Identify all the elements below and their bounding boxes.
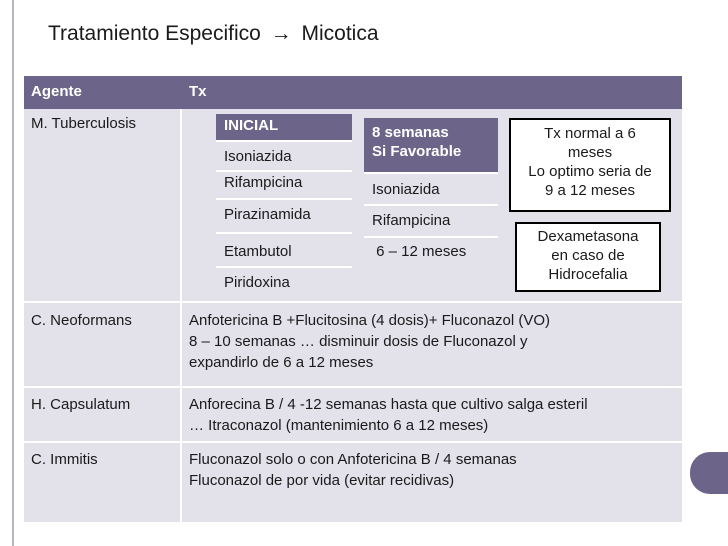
title-text: Tratamiento Especifico	[48, 22, 261, 45]
header-tx: Tx	[189, 83, 207, 100]
column-divider	[180, 109, 182, 522]
initial-drug-row: Isoniazida	[216, 140, 352, 170]
row-tx-immitis: Fluconazol solo o con Anfotericina B / 4 semanas Fluconazol de por vida (evitar recidivas)	[189, 451, 517, 489]
continuation-drug-row: Isoniazida	[364, 172, 498, 204]
continuation-phase-header: 8 semanas Si Favorable	[364, 118, 498, 172]
arrow-right-icon: →	[270, 22, 292, 45]
row-divider	[24, 301, 682, 303]
tx-normal-note: Tx normal a 6 meses Lo optimo seria de 9 a 12 meses	[509, 118, 671, 212]
header-agent: Agente	[31, 83, 82, 100]
initial-phase-table	[216, 114, 352, 296]
row-tx-neoformans: Anfotericina B +Flucitosina (4 dosis)+ Fluconazol (VO) 8 – 10 semanas … disminuir dosis de Fluconazol y expandirlo de 6 a 12 meses	[189, 312, 550, 371]
initial-drug-row: Pirazinamida	[216, 198, 352, 232]
row-tx-capsulatum: Anforecina B / 4 -12 semanas hasta que cultivo salga esteril … Itraconazol (mantenimiento 6 a 12 meses)	[189, 396, 588, 434]
slide-title	[48, 22, 379, 46]
continuation-phase-table	[364, 118, 498, 268]
title-suffix: Micotica	[301, 22, 379, 45]
table-header	[24, 76, 682, 109]
row-divider	[24, 386, 682, 388]
row-agent-neoformans: C. Neoformans	[31, 312, 132, 329]
initial-drug-row: Rifampicina	[216, 170, 352, 198]
initial-drug-row: Piridoxina	[216, 266, 352, 296]
dexametasona-note: Dexametasona en caso de Hidrocefalia	[515, 222, 661, 292]
initial-drug-row: Etambutol	[216, 232, 352, 266]
row-agent-immitis: C. Immitis	[31, 451, 98, 468]
continuation-duration-row: 6 – 12 meses	[364, 236, 498, 268]
row-agent-capsulatum: H. Capsulatum	[31, 396, 131, 413]
page-number-tab	[690, 452, 728, 494]
row-agent-tuberculosis: M. Tuberculosis	[31, 115, 137, 132]
left-rule	[12, 0, 14, 546]
continuation-drug-row: Rifampicina	[364, 204, 498, 236]
row-divider	[24, 441, 682, 443]
initial-phase-header: INICIAL	[216, 114, 352, 140]
